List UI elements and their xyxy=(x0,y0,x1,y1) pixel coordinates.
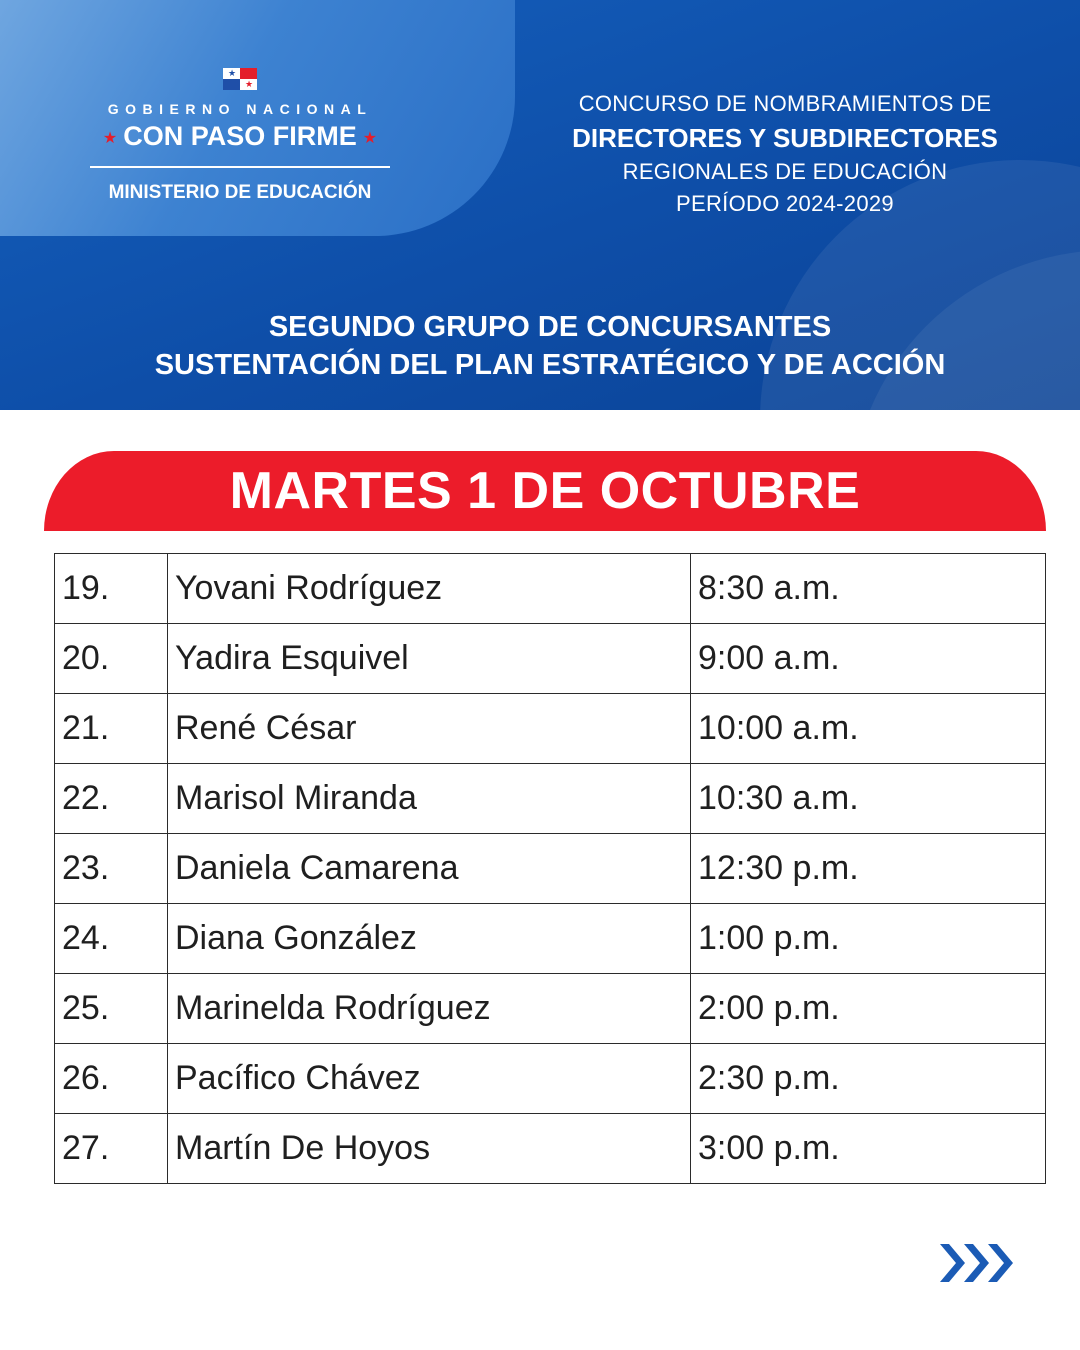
time-slot: 8:30 a.m. xyxy=(691,554,1046,624)
row-number: 27. xyxy=(55,1114,168,1184)
participant-name: Yadira Esquivel xyxy=(168,624,691,694)
participant-name: Daniela Camarena xyxy=(168,834,691,904)
table-row xyxy=(55,1114,1046,1184)
participant-name: Martín De Hoyos xyxy=(168,1114,691,1184)
participant-name: Marinelda Rodríguez xyxy=(168,974,691,1044)
table-row xyxy=(55,904,1046,974)
government-logo xyxy=(90,68,390,204)
table-row xyxy=(55,694,1046,764)
time-slot: 10:30 a.m. xyxy=(691,764,1046,834)
schedule-table xyxy=(54,553,1046,1184)
concurso-line-4: PERÍODO 2024-2029 xyxy=(676,191,894,216)
concurso-line-1: CONCURSO DE NOMBRAMIENTOS DE xyxy=(578,91,992,116)
table-row xyxy=(55,834,1046,904)
row-number: 21. xyxy=(55,694,168,764)
lema-text xyxy=(90,121,390,152)
ministerio-text: MINISTERIO DE EDUCACIÓN xyxy=(108,182,372,203)
participant-name: René César xyxy=(168,694,691,764)
concurso-line-2: DIRECTORES Y SUBDIRECTORES xyxy=(572,123,998,153)
time-slot: 9:00 a.m. xyxy=(691,624,1046,694)
grupo-heading xyxy=(0,308,1080,384)
star-icon: ★ xyxy=(102,129,118,147)
lema-label: CON PASO FIRME xyxy=(123,121,357,151)
row-number: 23. xyxy=(55,834,168,904)
table-row xyxy=(55,974,1046,1044)
schedule-body xyxy=(55,554,1046,1184)
row-number: 25. xyxy=(55,974,168,1044)
grupo-line-2: SUSTENTACIÓN DEL PLAN ESTRATÉGICO Y DE ACCIÓN xyxy=(154,349,946,381)
logo-divider xyxy=(90,166,390,168)
panama-flag-icon: ★ ★ xyxy=(223,68,257,90)
row-number: 26. xyxy=(55,1044,168,1114)
time-slot: 3:00 p.m. xyxy=(691,1114,1046,1184)
table-row xyxy=(55,624,1046,694)
grupo-line-1: SEGUNDO GRUPO DE CONCURSANTES xyxy=(268,311,832,343)
date-banner: MARTES 1 DE OCTUBRE xyxy=(44,451,1046,531)
row-number: 22. xyxy=(55,764,168,834)
participant-name: Marisol Miranda xyxy=(168,764,691,834)
concurso-title xyxy=(520,88,1050,220)
next-arrows-icon[interactable] xyxy=(936,1240,1018,1286)
participant-name: Diana González xyxy=(168,904,691,974)
concurso-line-3: REGIONALES DE EDUCACIÓN xyxy=(622,159,948,184)
participant-name: Yovani Rodríguez xyxy=(168,554,691,624)
time-slot: 2:30 p.m. xyxy=(691,1044,1046,1114)
table-row xyxy=(55,764,1046,834)
table-row xyxy=(55,1044,1046,1114)
participant-name: Pacífico Chávez xyxy=(168,1044,691,1114)
row-number: 19. xyxy=(55,554,168,624)
time-slot: 2:00 p.m. xyxy=(691,974,1046,1044)
row-number: 24. xyxy=(55,904,168,974)
time-slot: 12:30 p.m. xyxy=(691,834,1046,904)
time-slot: 1:00 p.m. xyxy=(691,904,1046,974)
gobierno-nacional-text: GOBIERNO NACIONAL xyxy=(107,101,373,117)
row-number: 20. xyxy=(55,624,168,694)
header xyxy=(0,0,1080,410)
table-row xyxy=(55,554,1046,624)
time-slot: 10:00 a.m. xyxy=(691,694,1046,764)
star-icon: ★ xyxy=(362,129,378,147)
